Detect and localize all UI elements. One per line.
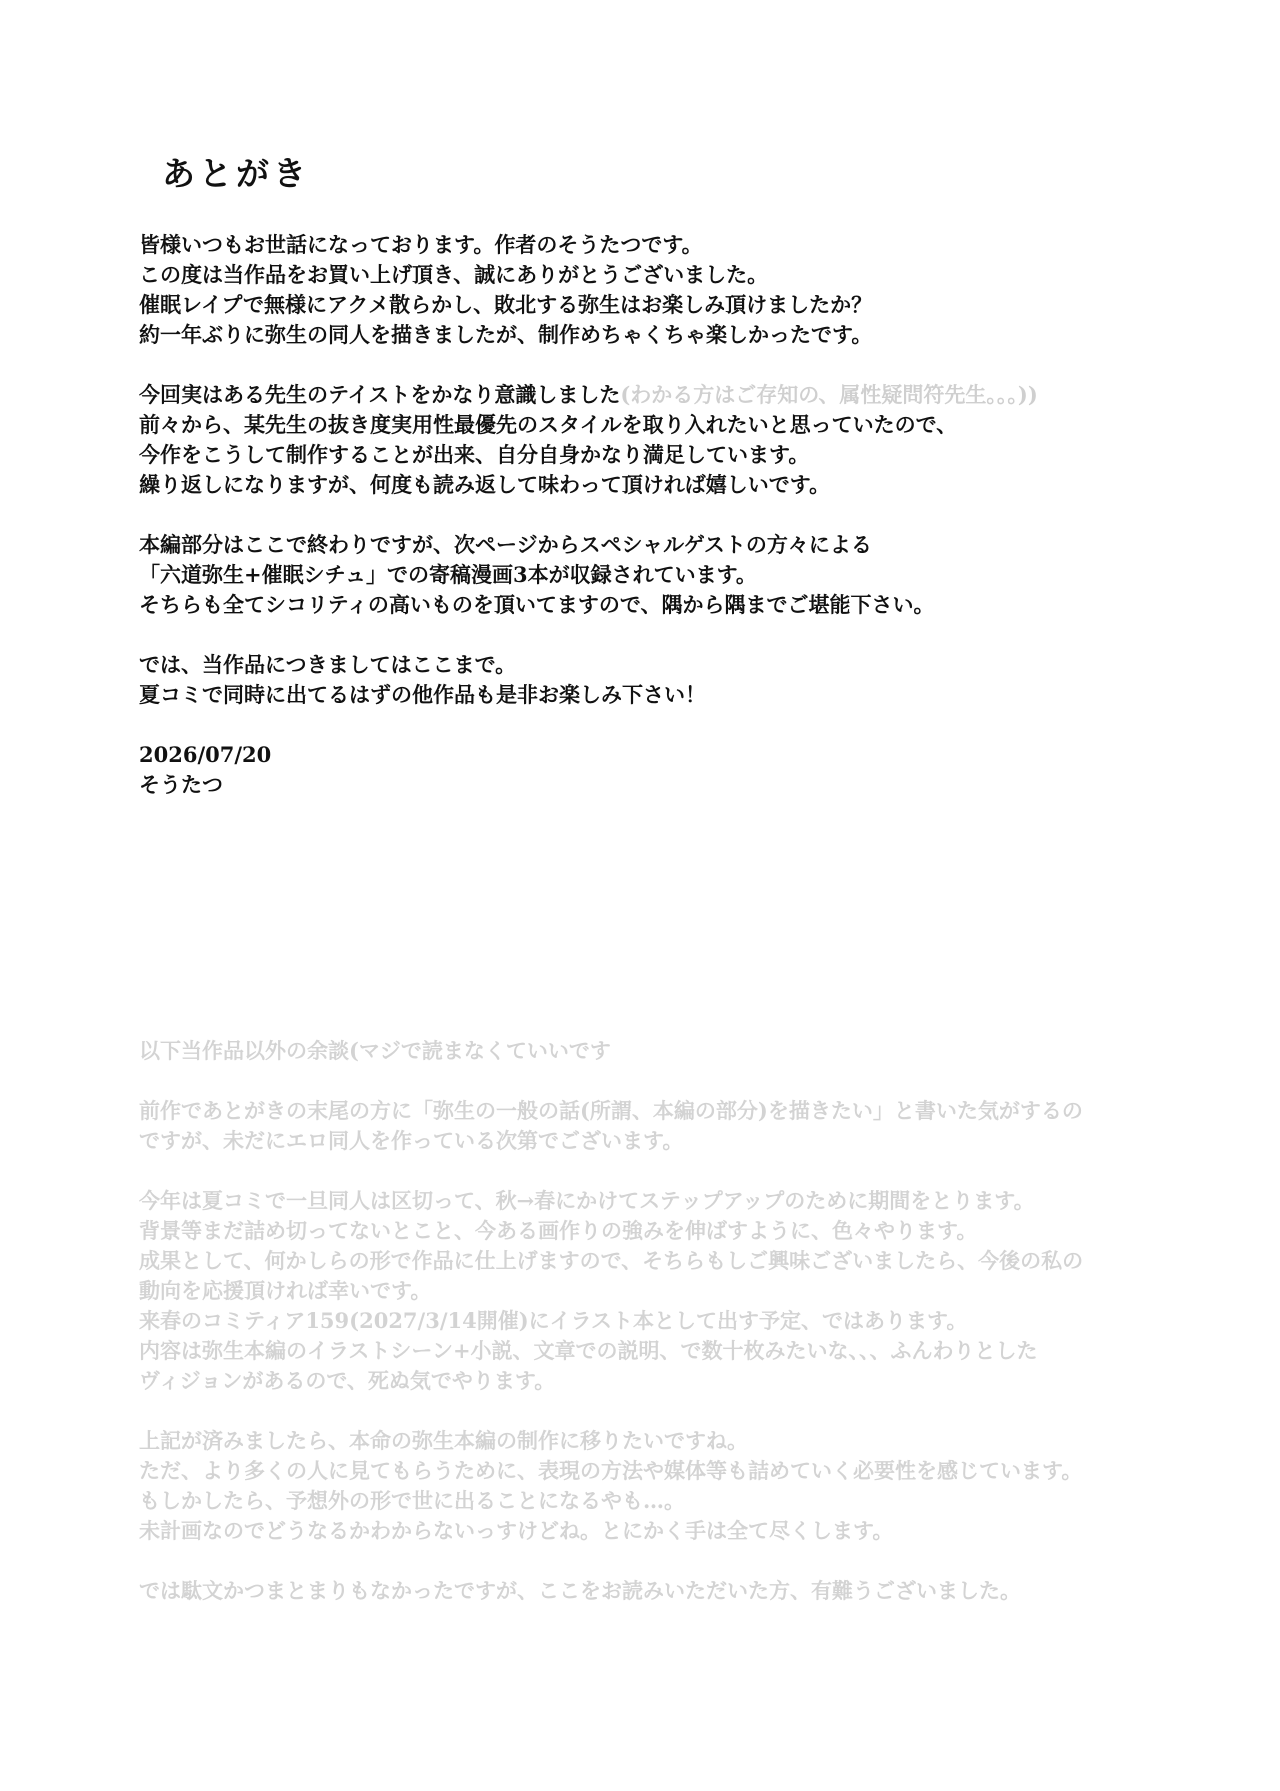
main-line-text: 今回実はある先生のテイストをかなり意識しました	[139, 382, 621, 407]
paragraph-gap	[139, 710, 1159, 740]
aside-line: 今年は夏コミで一旦同人は区切って、秋→春にかけてステップアップのために期間をとります。	[139, 1188, 1035, 1213]
aside-line: 背景等まだ詰め切ってないとこと、今ある画作りの強みを伸ばすように、色々やります。	[139, 1218, 978, 1243]
date-line: 2026/07/20	[139, 742, 272, 767]
author-signature: そうたつ	[139, 772, 223, 797]
main-line: では、当作品につきましてはここまで。	[139, 652, 517, 677]
aside-line: ヴィジョンがあるので、死ぬ気でやります。	[139, 1368, 556, 1393]
main-line: 夏コミで同時に出てるはずの他作品も是非お楽しみ下さい！	[139, 682, 706, 707]
aside-line: ですが、未だにエロ同人を作っている次第でございます。	[139, 1128, 684, 1153]
paragraph-gap	[139, 1546, 1159, 1576]
aside-line: 前作であとがきの末尾の方に「弥生の一般の話(所謂、本編の部分)を描きたい」と書いた気がするの	[139, 1098, 1083, 1123]
main-line: この度は当作品をお買い上げ頂き、誠にありがとうございました。	[139, 262, 769, 287]
aside-line: 上記が済みましたら、本命の弥生本編の制作に移りたいですね。	[139, 1428, 748, 1453]
aside-line: 未計画なのでどうなるかわからないっすけどね。とにかく手は全て尽くします。	[139, 1518, 894, 1543]
aside-line: ただ、より多くの人に見てもらうために、表現の方法や媒体等も詰めていく必要性を感じています。	[139, 1458, 1083, 1483]
paragraph-gap	[139, 350, 1159, 380]
main-line: 今作をこうして制作することが出来、自分自身かなり満足しています。	[139, 442, 810, 467]
main-line: 前々から、某先生の抜き度実用性最優先のスタイルを取り入れたいと思っていたので、	[139, 412, 958, 437]
main-line: 催眠レイプで無様にアクメ散らかし、敗北する弥生はお楽しみ頂けましたか？	[139, 292, 873, 317]
faint-aside-block	[139, 1036, 1159, 1606]
paragraph-gap	[139, 620, 1159, 650]
aside-line: 成果として、何かしらの形で作品に仕上げますので、そちらもしご興味ございましたら、今後の私の	[139, 1248, 1084, 1273]
main-line: 「六道弥生+催眠シチュ」での寄稿漫画3本が収録されています。	[139, 562, 757, 587]
main-line: 本編部分はここで終わりですが、次ページからスペシャルゲストの方々による	[139, 532, 872, 557]
paragraph-gap	[139, 1066, 1159, 1096]
paragraph-gap	[139, 1396, 1159, 1426]
main-line: そちらも全てシコリティの高いものを頂いてますので、隅から隅までご堪能下さい。	[139, 592, 935, 617]
main-line: 皆様いつもお世話になっております。作者のそうたつです。	[139, 232, 703, 257]
main-line: 約一年ぶりに弥生の同人を描きましたが、制作めちゃくちゃ楽しかったです。	[139, 322, 873, 347]
faint-aside-note: (わかる方はご存知の、属性疑問符先生。。。))	[620, 382, 1038, 407]
aside-line: 来春のコミティア159(2027/3/14開催)にイラスト本として出す予定、ではあります。	[139, 1308, 968, 1333]
aside-line: 内容は弥生本編のイラストシーン+小説、文章での説明、で数十枚みたいな、、、ふんわりとした	[139, 1338, 1038, 1363]
main-line: 繰り返しになりますが、何度も読み返して味わって頂ければ嬉しいです。	[139, 472, 831, 497]
aside-line: では駄文かつまとまりもなかったですが、ここをお読みいただいた方、有難うございました。	[139, 1578, 1021, 1603]
paragraph-gap	[139, 500, 1159, 530]
aside-heading: 以下当作品以外の余談(マジで読まなくていいです	[139, 1038, 611, 1063]
main-text-block	[139, 230, 1159, 800]
main-line	[139, 380, 1159, 410]
paragraph-gap	[139, 1156, 1159, 1186]
page-title: あとがき	[162, 154, 310, 193]
aside-line: 動向を応援頂ければ幸いです。	[139, 1278, 432, 1303]
aside-line: もしかしたら、予想外の形で世に出ることになるやも…。	[139, 1488, 685, 1513]
